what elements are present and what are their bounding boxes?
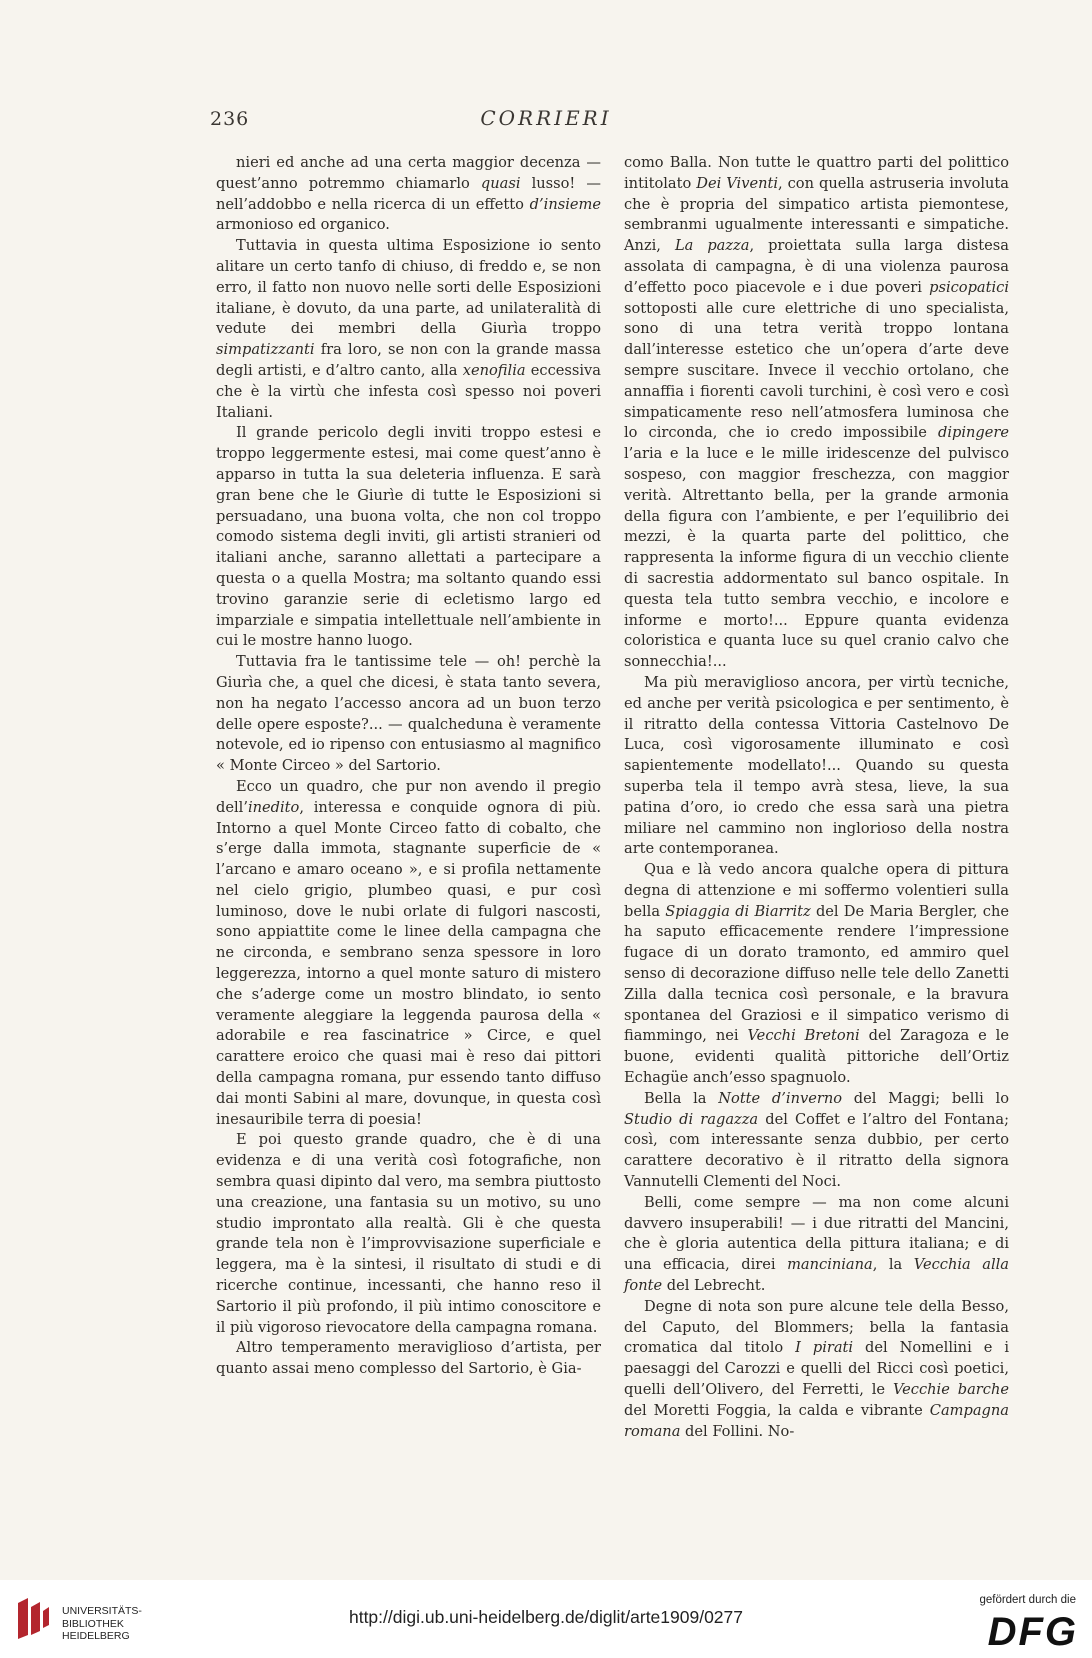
text-run: del Maggi; belli lo <box>842 1089 1009 1107</box>
italic-title: La pazza <box>674 237 750 255</box>
text-run: del Coffet e l’altro del Fontana; così, com interessante senza dubbio, per certo carattere decorativo è il ritratto della signora Vannutelli Clementi del Noci. <box>624 1110 1009 1191</box>
text-run: como Balla. Non tutte le quattro parti del polittico intitolato <box>624 154 1009 192</box>
page-number: 236 <box>210 108 250 130</box>
paragraph <box>624 1089 1009 1193</box>
italic-title: I pirati <box>795 1339 854 1357</box>
text-run: E poi questo grande quadro, che è di una evidenza e di una verità così fotografiche, non sembra quasi dipinto dal vero, ma sembra piuttosto una creazione, una fantasia su un motivo, su uno studio improntato alla realtà. Gli è che questa grande tela non è l’improvvisazione superficiale e leggera, ma è la sintesi, il risultato di studi e di ricerche continue, incessanti, che hanno reso il Sartorio il più profondo, il più intimo conoscitore e il più vigoroso rievocatore della campagna romana. <box>216 1131 601 1336</box>
text-run: Tuttavia fra le tantissime tele — oh! perchè la Giurìa che, a quel che dicesi, è stata tanto severa, non ha negato l’accesso ancora ad un buon terzo delle opere esposte?... — qualcheduna è veramente notevole, ed io ripenso con entusiasmo al magnifico « Monte Circeo » del Sartorio. <box>216 653 601 775</box>
italic-title: dipingere <box>937 424 1009 442</box>
paragraph <box>624 860 1009 1089</box>
paragraph <box>216 236 601 423</box>
text-run: eccessiva che è la virtù che infesta così spesso noi poveri Italiani. <box>216 361 601 421</box>
text-run: , interessa e conquide ognora di più. Intorno a quel Monte Circeo fatto di cobalto, che s’erge dalla immota, stagnante superficie de « l’arcano e amaro oceano », e si profila nettamente nel cielo grigio, plumbeo quasi, e pur così luminoso, dove le nubi orlate di fulgori nascosti, sono appiattite come le linee della campagna che ne circonda, e sembrano senza spessore in loro leggerezza, intorno a quel monte saturo di mistero che s’aderge come un mostro blindato, io sento veramente aleggiare la leggenda paurosa della « adorabile e rea fascinatrice » Circe, e quel carattere eroico che quasi mai è reso dai pittori della campagna romana, pur essendo tanto diffuso dai monti Sabini al mare, dovunque, in questa così inesauribile terra di poesia! <box>216 798 601 1128</box>
left-column <box>216 153 601 1380</box>
text-run: Bella la <box>644 1089 719 1107</box>
text-run: Tuttavia in questa ultima Esposizione io sento alitare un certo tanfo di chiuso, di freddo e, se non erro, il fatto non nuovo nelle sorti delle Esposizioni italiane, è dovuto, da una parte, ad unilateralità di vedute dei membri della Giurìa troppo <box>216 237 601 338</box>
paragraph <box>624 1297 1009 1443</box>
text-run: del Nomellini e i paesaggi del Carozzi e quelli del Ricci così poetici, quelli dell’Olivero, del Ferretti, le <box>624 1339 1009 1399</box>
italic-title: psicopatici <box>929 278 1009 296</box>
text-run: l’aria e la luce e le mille iridescenze del pulvisco sospeso, con maggior freschezza, con maggior verità. Altrettanto bella, per la grande armonia della figura con l’ambiente, e per l’equilibrio dei mezzi, è la quarta parte del polittico, che rappresenta la informe figura di un vecchio cliente di sacrestia addormentato sul banco ospitale. In questa tela tutto sembra vecchio, e incolore e informe e morto!... Eppure quanta evidenza coloristica e quanta luce su quel cranio calvo che sonnecchia!... <box>624 445 1009 671</box>
text-run: fra loro, se non con la grande massa degli artisti, e d’altro canto, alla <box>216 341 601 379</box>
text-run: del Follini. No- <box>680 1422 795 1440</box>
italic-title: quasi <box>480 174 521 192</box>
italic-title: xenofilia <box>462 361 526 379</box>
italic-title: d’insieme <box>529 195 601 213</box>
paragraph <box>216 652 601 777</box>
text-run: Qua e là vedo ancora qualche opera di pittura degna di attenzione e mi soffermo volentieri sulla bella <box>624 861 1009 920</box>
text-run: Ma più meraviglioso ancora, per virtù tecniche, ed anche per verità psicologica e per sentimento, è il ritratto della contessa Vittoria Castelnovo De Luca, così vigorosamente illuminato e così sapientemente modellato!... Quando su questa superba tela il tempo avrà stesa, lieve, la sua patina d’oro, io credo che essa sarà una pietra miliare nel cammino non inglorioso della nostra arte contemporanea. <box>624 673 1009 858</box>
library-name-line: HEIDELBERG <box>62 1630 130 1642</box>
text-run: Ecco un quadro, che pur non avendo il pregio dell’ <box>216 777 601 816</box>
italic-title: Notte d’inverno <box>718 1089 843 1107</box>
paragraph <box>216 1338 601 1380</box>
paragraph <box>216 153 601 236</box>
italic-title: Dei Viventi <box>696 174 779 192</box>
paragraph <box>216 423 601 652</box>
paragraph <box>624 673 1009 860</box>
italic-title: simpatizzanti <box>216 341 315 359</box>
permalink-url[interactable]: http://digi.ub.uni-heidelberg.de/diglit/arte1909/0277 <box>348 1607 744 1627</box>
library-name-line: UNIVERSITÄTS- <box>62 1605 142 1617</box>
text-run: , con quella astruseria involuta che è propria del simpatico artista piemontese, sembranmi ugualmente interessanti e simpatiche. Anzi, <box>624 174 1009 255</box>
funding-caption: gefördert durch die <box>979 1594 1076 1606</box>
text-run: , la <box>872 1256 914 1274</box>
italic-title: Vecchi Bretoni <box>747 1027 860 1045</box>
text-run: nieri ed anche ad una certa maggior decenza — quest’anno potremmo chiamarlo <box>216 154 601 192</box>
footer-bar <box>0 1580 1092 1658</box>
text-run: del Zaragoza e le buone, evidenti qualità pittoriche dell’Ortiz Echagüe anch’esso spagnuolo. <box>624 1027 1009 1087</box>
italic-title: Spiaggia di Biarritz <box>665 902 811 920</box>
paragraph <box>216 777 601 1131</box>
paragraph <box>624 153 1009 673</box>
text-run: del Moretti Foggia, la calda e vibrante <box>624 1401 930 1419</box>
italic-title: inedito <box>247 798 300 816</box>
paragraph <box>216 1130 601 1338</box>
italic-title: Vecchia alla fonte <box>624 1256 1009 1295</box>
italic-title: Vecchie barche <box>892 1381 1009 1399</box>
text-run: del De Maria Bergler, che ha saputo efficacemente rendere l’impressione fugace di un dorato tramonto, ed ammiro quel senso di decorazione diffuso nelle tele dello Zanetti Zilla dalla tecnica così personale, e la bravura spontanea del Graziosi e il simpatico verismo di fiammingo, nei <box>624 902 1009 1045</box>
text-run: Altro temperamento meraviglioso d’artista, per quanto assai meno complesso del Sartorio, è Gia- <box>216 1339 601 1378</box>
italic-title: manciniana <box>787 1256 873 1274</box>
italic-title: Studio di ragazza <box>624 1110 759 1128</box>
text-run: Belli, come sempre — ma non come alcuni davvero insuperabili! — i due ritratti del Mancini, che è gloria autentica della pittura italiana; e di una efficacia, direi <box>624 1193 1009 1274</box>
dfg-logo: DFG <box>987 1610 1078 1654</box>
text-run: Il grande pericolo degli inviti troppo estesi e troppo leggermente estesi, mai come quest’anno è apparso in tutta la sua deleteria influenza. E sarà gran bene che le Giurìe di tutte le Esposizioni si persuadano, una buona volta, che non col troppo comodo sistema degli inviti, gli artisti stranieri od italiani anche, saranno allettati a partecipare a questa o a quella Mostra; ma soltanto quando essi trovino garanzie serie di ecletismo largo ed imparziale e simpatia intellettuale nell’ambiente in cui le mostre hanno luogo. <box>216 424 601 650</box>
italic-title: Campagna romana <box>624 1401 1009 1440</box>
paragraph <box>624 1193 1009 1297</box>
text-run: Degne di nota son pure alcune tele della Besso, del Caputo, del Blommers; bella la fantasia cromatica dal titolo <box>624 1297 1009 1357</box>
running-title: CORRIERI <box>480 106 612 130</box>
right-column <box>624 153 1009 1442</box>
text-run: lusso! — nell’addobbo e nella ricerca di un effetto <box>216 174 601 213</box>
library-name-line: BIBLIOTHEK <box>62 1617 124 1630</box>
text-run: del Lebrecht. <box>662 1277 766 1295</box>
text-run: armonioso ed organico. <box>216 216 390 234</box>
text-run: , proiettata sulla larga distesa assolata di campagna, è di una violenza paurosa d’effetto poco piacevole e i due poveri <box>624 237 1009 296</box>
text-run: sottoposti alle cure elettriche di uno specialista, sono di una tetra verità troppo lontana dall’interesse estetico che un’opera d’arte deve sempre suscitare. Invece il vecchio ortolano, che annaffia i fiorenti cavoli turchini, è così vero e così simpaticamente reso nell’atmosfera luminosa che lo circonda, che io credo impossibile <box>624 299 1009 442</box>
